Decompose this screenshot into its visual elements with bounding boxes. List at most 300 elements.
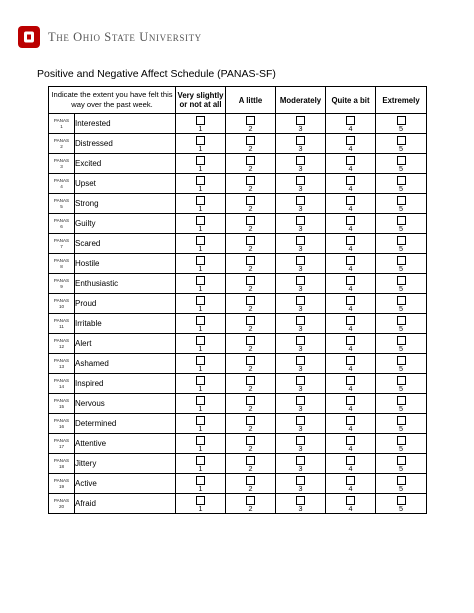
item-label: Attentive bbox=[75, 434, 176, 454]
item-code bbox=[49, 454, 75, 474]
rating-option[interactable] bbox=[376, 474, 427, 494]
rating-value: 4 bbox=[348, 124, 353, 133]
rating-option[interactable] bbox=[276, 234, 326, 254]
item-label: Inspired bbox=[75, 374, 176, 394]
item-code-prefix: PANAS bbox=[53, 258, 70, 264]
rating-value: 5 bbox=[399, 444, 404, 453]
rating-option[interactable] bbox=[376, 394, 427, 414]
item-code-number: 8 bbox=[60, 263, 63, 269]
rating-value: 4 bbox=[348, 384, 353, 393]
item-code-prefix: PANAS bbox=[53, 178, 70, 184]
item-code bbox=[49, 494, 75, 514]
item-code-prefix: PANAS bbox=[53, 338, 70, 344]
rating-value: 2 bbox=[248, 304, 253, 313]
rating-value: 5 bbox=[399, 204, 404, 213]
table-row bbox=[49, 394, 427, 414]
rating-value: 3 bbox=[298, 244, 303, 253]
item-code bbox=[49, 474, 75, 494]
rating-option[interactable] bbox=[176, 174, 226, 194]
rating-value: 1 bbox=[198, 424, 203, 433]
rating-option[interactable] bbox=[176, 374, 226, 394]
item-code-number: 18 bbox=[58, 463, 65, 469]
rating-option[interactable] bbox=[376, 154, 427, 174]
rating-value: 3 bbox=[298, 224, 303, 233]
rating-option[interactable] bbox=[226, 294, 276, 314]
rating-value: 2 bbox=[248, 424, 253, 433]
item-code bbox=[49, 274, 75, 294]
item-code-number: 15 bbox=[58, 403, 65, 409]
table-row bbox=[49, 314, 427, 334]
header-row bbox=[49, 87, 427, 114]
table-row bbox=[49, 454, 427, 474]
table-row bbox=[49, 474, 427, 494]
rating-value: 3 bbox=[298, 504, 303, 513]
rating-option[interactable] bbox=[226, 114, 276, 134]
rating-value: 4 bbox=[348, 424, 353, 433]
rating-value: 3 bbox=[298, 364, 303, 373]
table-row bbox=[49, 274, 427, 294]
rating-value: 4 bbox=[348, 304, 353, 313]
rating-value: 1 bbox=[198, 244, 203, 253]
item-code-number: 11 bbox=[59, 323, 64, 329]
rating-option[interactable] bbox=[376, 454, 427, 474]
item-code-prefix: PANAS bbox=[53, 278, 70, 284]
item-code-number: 5 bbox=[60, 203, 63, 209]
item-code-number: 13 bbox=[58, 363, 65, 369]
rating-value: 4 bbox=[348, 224, 353, 233]
rating-value: 1 bbox=[198, 444, 203, 453]
item-code bbox=[49, 374, 75, 394]
rating-value: 5 bbox=[399, 404, 404, 413]
rating-option[interactable] bbox=[176, 434, 226, 454]
item-code-number: 20 bbox=[58, 503, 65, 509]
item-code-prefix: PANAS bbox=[53, 138, 70, 144]
item-code bbox=[49, 234, 75, 254]
rating-value: 3 bbox=[298, 444, 303, 453]
rating-option[interactable] bbox=[376, 334, 427, 354]
item-code bbox=[49, 394, 75, 414]
rating-value: 1 bbox=[198, 124, 203, 133]
item-label: Guilty bbox=[75, 214, 176, 234]
rating-value: 5 bbox=[399, 384, 404, 393]
item-label: Ashamed bbox=[75, 354, 176, 374]
rating-value: 1 bbox=[198, 324, 203, 333]
rating-value: 2 bbox=[248, 204, 253, 213]
rating-option[interactable] bbox=[176, 114, 226, 134]
rating-value: 4 bbox=[348, 244, 353, 253]
rating-option[interactable] bbox=[326, 254, 376, 274]
rating-value: 2 bbox=[248, 364, 253, 373]
item-code-prefix: PANAS bbox=[53, 238, 70, 244]
rating-option[interactable] bbox=[376, 274, 427, 294]
rating-option[interactable] bbox=[176, 414, 226, 434]
item-code-prefix: PANAS bbox=[53, 378, 70, 384]
rating-value: 3 bbox=[298, 284, 303, 293]
rating-option[interactable] bbox=[376, 114, 427, 134]
item-code-number: 10 bbox=[58, 303, 65, 309]
item-code-number: 14 bbox=[58, 383, 65, 389]
rating-value: 2 bbox=[248, 244, 253, 253]
item-code bbox=[49, 294, 75, 314]
rating-option[interactable] bbox=[176, 154, 226, 174]
rating-option[interactable] bbox=[276, 154, 326, 174]
rating-value: 2 bbox=[248, 184, 253, 193]
rating-option[interactable] bbox=[226, 454, 276, 474]
table-row bbox=[49, 334, 427, 354]
rating-option[interactable] bbox=[326, 414, 376, 434]
rating-value: 5 bbox=[399, 324, 404, 333]
osu-block-o-icon bbox=[18, 26, 40, 48]
rating-value: 1 bbox=[198, 284, 203, 293]
item-code bbox=[49, 354, 75, 374]
rating-option[interactable] bbox=[276, 454, 326, 474]
rating-option[interactable] bbox=[276, 294, 326, 314]
rating-value: 1 bbox=[198, 484, 203, 493]
item-code bbox=[49, 414, 75, 434]
rating-option[interactable] bbox=[176, 194, 226, 214]
rating-value: 3 bbox=[298, 264, 303, 273]
item-label: Nervous bbox=[75, 394, 176, 414]
rating-value: 4 bbox=[348, 484, 353, 493]
rating-value: 3 bbox=[298, 464, 303, 473]
rating-value: 3 bbox=[298, 424, 303, 433]
item-label: Upset bbox=[75, 174, 176, 194]
rating-option[interactable] bbox=[276, 374, 326, 394]
rating-value: 3 bbox=[298, 144, 303, 153]
column-header: Moderately bbox=[276, 87, 326, 114]
item-code bbox=[49, 134, 75, 154]
rating-option[interactable] bbox=[376, 414, 427, 434]
item-code-prefix: PANAS bbox=[53, 118, 70, 124]
rating-option[interactable] bbox=[276, 134, 326, 154]
item-code-number: 1 bbox=[60, 123, 63, 129]
rating-option[interactable] bbox=[276, 414, 326, 434]
rating-value: 2 bbox=[248, 384, 253, 393]
item-code-number: 12 bbox=[58, 343, 65, 349]
rating-option[interactable] bbox=[226, 314, 276, 334]
rating-value: 1 bbox=[198, 364, 203, 373]
university-name: The Ohio State University bbox=[48, 29, 202, 44]
rating-option[interactable] bbox=[326, 274, 376, 294]
rating-value: 4 bbox=[348, 444, 353, 453]
rating-value: 2 bbox=[248, 444, 253, 453]
rating-option[interactable] bbox=[226, 214, 276, 234]
column-header: A little bbox=[226, 87, 276, 114]
rating-value: 4 bbox=[348, 204, 353, 213]
item-code bbox=[49, 314, 75, 334]
rating-value: 2 bbox=[248, 464, 253, 473]
item-label: Irritable bbox=[75, 314, 176, 334]
rating-option[interactable] bbox=[326, 314, 376, 334]
rating-value: 4 bbox=[348, 164, 353, 173]
rating-option[interactable] bbox=[326, 294, 376, 314]
rating-option[interactable] bbox=[326, 374, 376, 394]
item-code bbox=[49, 434, 75, 454]
item-code-number: 6 bbox=[60, 223, 63, 229]
rating-value: 4 bbox=[348, 284, 353, 293]
rating-option[interactable] bbox=[176, 294, 226, 314]
rating-option[interactable] bbox=[226, 354, 276, 374]
item-label: Jittery bbox=[75, 454, 176, 474]
rating-option[interactable] bbox=[276, 194, 326, 214]
rating-option[interactable] bbox=[326, 494, 376, 514]
rating-option[interactable] bbox=[226, 474, 276, 494]
item-code-number: 19 bbox=[58, 483, 65, 489]
rating-option[interactable] bbox=[376, 254, 427, 274]
rating-option[interactable] bbox=[276, 434, 326, 454]
item-code-number: 3 bbox=[60, 163, 63, 169]
rating-value: 3 bbox=[298, 124, 303, 133]
item-label: Afraid bbox=[75, 494, 176, 514]
rating-option[interactable] bbox=[226, 274, 276, 294]
rating-value: 1 bbox=[198, 504, 203, 513]
rating-option[interactable] bbox=[376, 374, 427, 394]
item-code-prefix: PANAS bbox=[53, 298, 70, 304]
item-code bbox=[49, 194, 75, 214]
item-code-prefix: PANAS bbox=[53, 158, 70, 164]
item-label: Proud bbox=[75, 294, 176, 314]
rating-option[interactable] bbox=[326, 114, 376, 134]
rating-value: 2 bbox=[248, 164, 253, 173]
rating-option[interactable] bbox=[326, 174, 376, 194]
rating-value: 1 bbox=[198, 304, 203, 313]
item-label: Excited bbox=[75, 154, 176, 174]
table-row bbox=[49, 174, 427, 194]
item-code-prefix: PANAS bbox=[53, 478, 70, 484]
rating-option[interactable] bbox=[376, 194, 427, 214]
rating-option[interactable] bbox=[326, 434, 376, 454]
rating-value: 1 bbox=[198, 144, 203, 153]
rating-value: 5 bbox=[399, 224, 404, 233]
rating-value: 5 bbox=[399, 504, 404, 513]
rating-option[interactable] bbox=[176, 214, 226, 234]
rating-value: 1 bbox=[198, 344, 203, 353]
rating-value: 5 bbox=[399, 344, 404, 353]
rating-value: 5 bbox=[399, 464, 404, 473]
panas-table bbox=[48, 86, 427, 514]
rating-value: 2 bbox=[248, 224, 253, 233]
rating-option[interactable] bbox=[176, 314, 226, 334]
item-label: Strong bbox=[75, 194, 176, 214]
rating-option[interactable] bbox=[226, 414, 276, 434]
rating-value: 5 bbox=[399, 284, 404, 293]
rating-option[interactable] bbox=[176, 494, 226, 514]
university-header bbox=[18, 26, 202, 48]
item-code bbox=[49, 154, 75, 174]
item-code-prefix: PANAS bbox=[53, 318, 70, 324]
rating-option[interactable] bbox=[226, 154, 276, 174]
rating-option[interactable] bbox=[326, 334, 376, 354]
rating-option[interactable] bbox=[226, 254, 276, 274]
rating-value: 4 bbox=[348, 404, 353, 413]
rating-value: 4 bbox=[348, 364, 353, 373]
rating-option[interactable] bbox=[276, 114, 326, 134]
rating-option[interactable] bbox=[176, 394, 226, 414]
rating-option[interactable] bbox=[326, 154, 376, 174]
rating-option[interactable] bbox=[326, 394, 376, 414]
rating-option[interactable] bbox=[376, 174, 427, 194]
rating-option[interactable] bbox=[276, 334, 326, 354]
rating-option[interactable] bbox=[326, 214, 376, 234]
rating-option[interactable] bbox=[226, 194, 276, 214]
rating-option[interactable] bbox=[176, 334, 226, 354]
rating-option[interactable] bbox=[376, 134, 427, 154]
rating-value: 1 bbox=[198, 184, 203, 193]
rating-option[interactable] bbox=[176, 254, 226, 274]
item-code-prefix: PANAS bbox=[53, 358, 70, 364]
rating-value: 2 bbox=[248, 144, 253, 153]
item-code-number: 16 bbox=[58, 423, 65, 429]
rating-option[interactable] bbox=[376, 494, 427, 514]
table-row bbox=[49, 134, 427, 154]
rating-option[interactable] bbox=[326, 194, 376, 214]
rating-option[interactable] bbox=[276, 314, 326, 334]
rating-value: 4 bbox=[348, 184, 353, 193]
table-row bbox=[49, 414, 427, 434]
rating-value: 4 bbox=[348, 504, 353, 513]
rating-option[interactable] bbox=[176, 354, 226, 374]
item-code-number: 9 bbox=[60, 283, 63, 289]
table-row bbox=[49, 214, 427, 234]
table-row bbox=[49, 234, 427, 254]
rating-option[interactable] bbox=[326, 134, 376, 154]
rating-value: 5 bbox=[399, 424, 404, 433]
rating-value: 1 bbox=[198, 204, 203, 213]
rating-option[interactable] bbox=[226, 334, 276, 354]
rating-option[interactable] bbox=[176, 134, 226, 154]
item-code bbox=[49, 334, 75, 354]
rating-option[interactable] bbox=[276, 394, 326, 414]
rating-value: 1 bbox=[198, 164, 203, 173]
rating-option[interactable] bbox=[226, 374, 276, 394]
item-code-prefix: PANAS bbox=[53, 438, 70, 444]
item-label: Distressed bbox=[75, 134, 176, 154]
rating-value: 1 bbox=[198, 384, 203, 393]
rating-value: 3 bbox=[298, 164, 303, 173]
rating-option[interactable] bbox=[226, 174, 276, 194]
rating-option[interactable] bbox=[376, 234, 427, 254]
item-code-prefix: PANAS bbox=[53, 498, 70, 504]
rating-value: 2 bbox=[248, 404, 253, 413]
rating-option[interactable] bbox=[376, 294, 427, 314]
item-code-number: 2 bbox=[60, 143, 63, 149]
rating-value: 5 bbox=[399, 244, 404, 253]
rating-value: 5 bbox=[399, 264, 404, 273]
rating-option[interactable] bbox=[176, 474, 226, 494]
rating-value: 3 bbox=[298, 304, 303, 313]
rating-value: 4 bbox=[348, 344, 353, 353]
rating-value: 5 bbox=[399, 144, 404, 153]
rating-option[interactable] bbox=[376, 214, 427, 234]
rating-option[interactable] bbox=[376, 314, 427, 334]
rating-option[interactable] bbox=[326, 454, 376, 474]
rating-value: 2 bbox=[248, 124, 253, 133]
item-label: Enthusiastic bbox=[75, 274, 176, 294]
rating-value: 2 bbox=[248, 264, 253, 273]
rating-value: 3 bbox=[298, 484, 303, 493]
rating-option[interactable] bbox=[276, 354, 326, 374]
rating-option[interactable] bbox=[176, 234, 226, 254]
rating-value: 2 bbox=[248, 284, 253, 293]
table-row bbox=[49, 374, 427, 394]
item-code-prefix: PANAS bbox=[53, 218, 70, 224]
table-row bbox=[49, 194, 427, 214]
rating-option[interactable] bbox=[276, 474, 326, 494]
rating-value: 1 bbox=[198, 464, 203, 473]
rating-option[interactable] bbox=[326, 234, 376, 254]
rating-option[interactable] bbox=[326, 474, 376, 494]
item-code-prefix: PANAS bbox=[53, 458, 70, 464]
rating-option[interactable] bbox=[176, 454, 226, 474]
item-code-prefix: PANAS bbox=[53, 398, 70, 404]
item-code bbox=[49, 214, 75, 234]
rating-value: 4 bbox=[348, 324, 353, 333]
rating-value: 3 bbox=[298, 324, 303, 333]
table-row bbox=[49, 494, 427, 514]
rating-option[interactable] bbox=[226, 234, 276, 254]
rating-value: 5 bbox=[399, 484, 404, 493]
item-code bbox=[49, 174, 75, 194]
rating-option[interactable] bbox=[226, 494, 276, 514]
rating-option[interactable] bbox=[276, 254, 326, 274]
rating-value: 5 bbox=[399, 164, 404, 173]
rating-option[interactable] bbox=[376, 354, 427, 374]
rating-value: 3 bbox=[298, 184, 303, 193]
rating-value: 4 bbox=[348, 144, 353, 153]
rating-value: 1 bbox=[198, 404, 203, 413]
document-title: Positive and Negative Affect Schedule (PANAS-SF) bbox=[37, 68, 276, 80]
instruction-header: Indicate the extent you have felt this way over the past week. bbox=[49, 87, 176, 114]
column-header: Quite a bit bbox=[326, 87, 376, 114]
rating-value: 4 bbox=[348, 464, 353, 473]
rating-value: 4 bbox=[348, 264, 353, 273]
item-label: Determined bbox=[75, 414, 176, 434]
rating-value: 1 bbox=[198, 224, 203, 233]
item-label: Alert bbox=[75, 334, 176, 354]
rating-value: 2 bbox=[248, 344, 253, 353]
rating-value: 3 bbox=[298, 344, 303, 353]
rating-option[interactable] bbox=[276, 214, 326, 234]
rating-value: 3 bbox=[298, 204, 303, 213]
rating-option[interactable] bbox=[276, 174, 326, 194]
item-code-number: 4 bbox=[60, 183, 63, 189]
item-label: Interested bbox=[75, 114, 176, 134]
rating-value: 5 bbox=[399, 184, 404, 193]
rating-option[interactable] bbox=[276, 494, 326, 514]
column-header: Very slightly or not at all bbox=[176, 87, 226, 114]
table-row bbox=[49, 354, 427, 374]
table-row bbox=[49, 154, 427, 174]
item-code-number: 7 bbox=[60, 243, 63, 249]
item-code-number: 17 bbox=[58, 443, 65, 449]
rating-value: 5 bbox=[399, 124, 404, 133]
item-label: Hostile bbox=[75, 254, 176, 274]
table-row bbox=[49, 434, 427, 454]
rating-option[interactable] bbox=[276, 274, 326, 294]
rating-option[interactable] bbox=[376, 434, 427, 454]
rating-value: 3 bbox=[298, 404, 303, 413]
rating-value: 2 bbox=[248, 484, 253, 493]
rating-option[interactable] bbox=[326, 354, 376, 374]
rating-option[interactable] bbox=[226, 134, 276, 154]
rating-option[interactable] bbox=[226, 394, 276, 414]
rating-option[interactable] bbox=[226, 434, 276, 454]
rating-option[interactable] bbox=[176, 274, 226, 294]
rating-value: 3 bbox=[298, 384, 303, 393]
item-code bbox=[49, 254, 75, 274]
item-code bbox=[49, 114, 75, 134]
item-label: Scared bbox=[75, 234, 176, 254]
